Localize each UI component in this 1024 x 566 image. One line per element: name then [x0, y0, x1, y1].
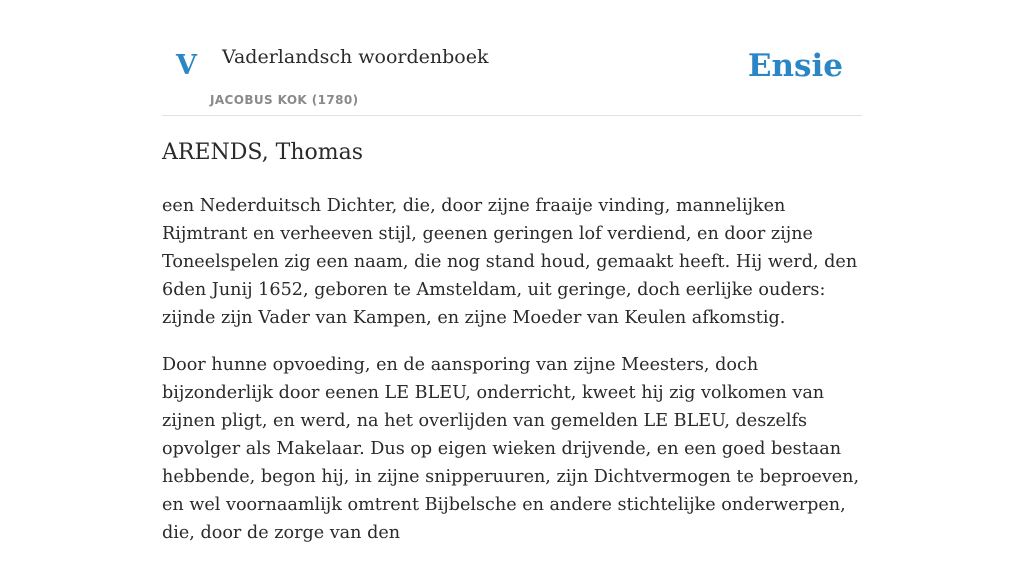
entry-paragraph: Door hunne opvoeding, en de aansporing van zijne Meesters, doch bijzonderlijk door eenen LE BLEU, onderricht, kweet hij zig volkomen van zijnen pligt, en werd, na het overlijden van gemelden LE BLEU, deszelfs opvolger als Makelaar. Dus op eigen wieken drijvende, en een goed bestaan hebbende, begon hij, in zijne snipperuuren, zijn Dichtvermogen te beproeven, en wel voornaamlijk omtrent Bijbelsche en andere stichtelijke onderwerpen, die, door de zorge van den — [162, 355, 860, 543]
ensie-logo[interactable]: Ensie — [747, 48, 843, 84]
book-author: JACOBUS KOK (1780) — [210, 93, 359, 107]
entry-paragraph: een Nederduitsch Dichter, die, door zijne fraaije vinding, mannelijken Rijmtrant en verheeven stijl, geenen geringen lof verdiend, en door zijne Toneelspelen zig een naam, die nog stand houd, gemaakt heeft. Hij werd, den 6den Junij 1652, geboren te Amsteldam, uit geringe, doch eerlijke ouders: zijnde zijn Vader van Kampen, en zijne Moeder van Keulen afkomstig. — [162, 196, 858, 328]
book-letter-badge[interactable]: V — [176, 50, 197, 81]
entry-body — [162, 192, 862, 566]
book-title-link[interactable]: Vaderlandsch woordenboek — [222, 46, 489, 68]
book-header — [162, 0, 862, 116]
entry-title: ARENDS, Thomas — [162, 140, 364, 165]
